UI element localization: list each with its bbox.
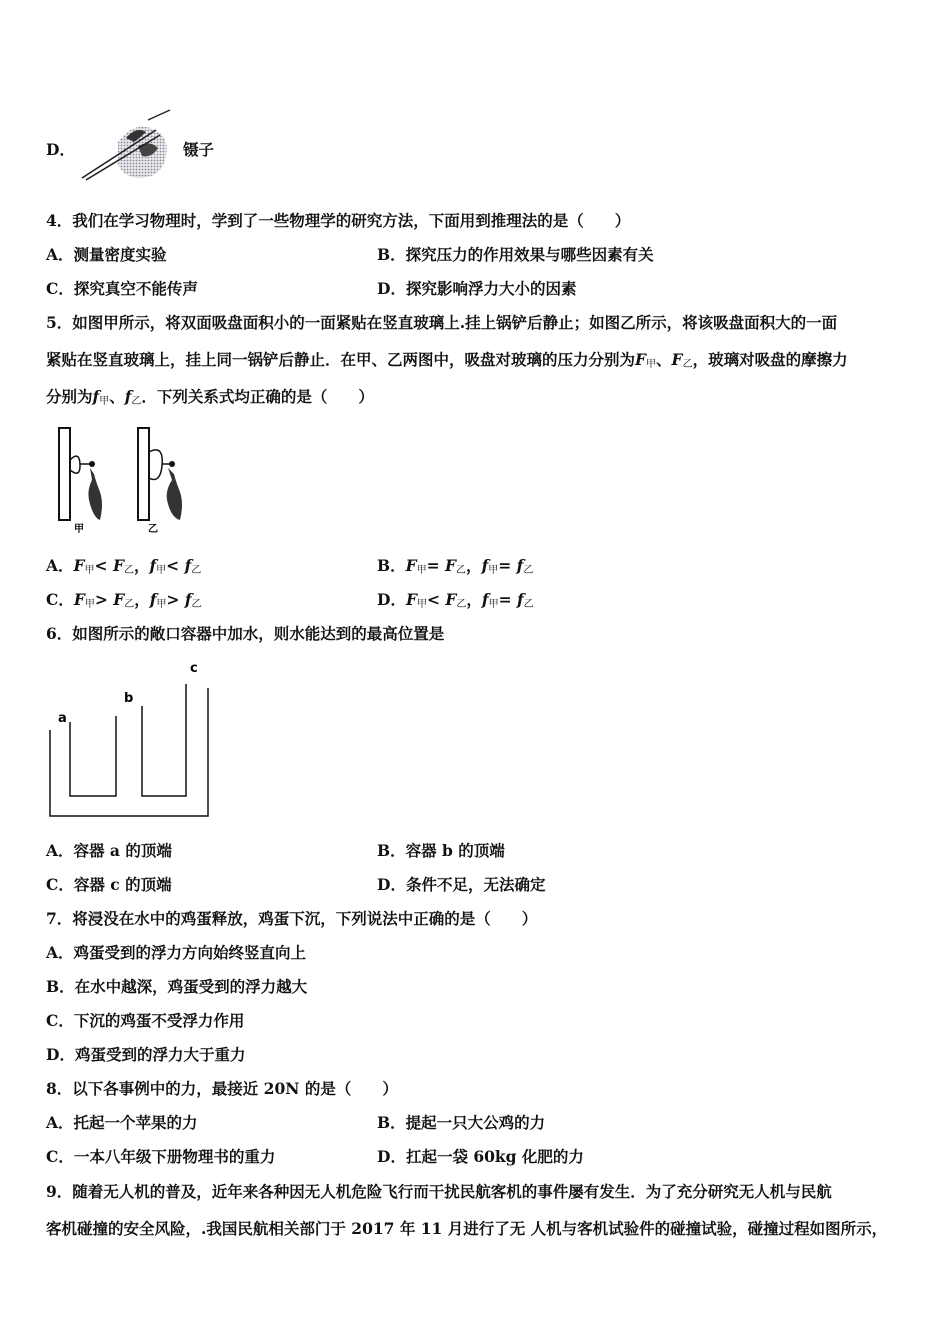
q7-option-c: C．下沉的鸡蛋不受浮力作用 [46, 1011, 245, 1030]
q7-option-b: B．在水中越深，鸡蛋受到的浮力越大 [46, 977, 308, 996]
q5-option-c: C．$F_甲> F_乙$，$f_甲> f_乙$ [46, 590, 202, 610]
q3-option-d-label: D． [46, 140, 75, 159]
q7-stem: 7．将浸没在水中的鸡蛋释放，鸡蛋下沉，下列说法中正确的是（ ） [46, 909, 538, 928]
q5-stem-line2: 紧贴在竖直玻璃上，挂上同一锅铲后静止．在甲、乙两图中，吸盘对玻璃的压力分别为$F_甲$、$F_乙$，玻璃对吸盘的摩擦力 [46, 350, 848, 370]
container-label-a: a [58, 711, 67, 726]
q6-option-b: B．容器 b 的顶端 [377, 841, 505, 860]
container-label-b: b [124, 691, 134, 706]
open-container-figure [44, 658, 224, 823]
q8-option-b: B．提起一只大公鸡的力 [377, 1113, 546, 1132]
q9-line2: 客机碰撞的安全风险，.我国民航相关部门于 2017 年 11 月进行了无 人机与客机试验件的碰撞试验，碰撞过程如图所示， [46, 1219, 888, 1238]
q6-stem: 6．如图所示的敞口容器中加水，则水能达到的最高位置是 [46, 624, 445, 643]
q6-option-a: A．容器 a 的顶端 [46, 841, 172, 860]
q5-option-a: A．$F_甲< F_乙$，$f_甲< f_乙$ [46, 556, 202, 576]
q3-option-d-text: 镊子 [183, 140, 215, 159]
q9-line1: 9．随着无人机的普及，近年来各种因无人机危险飞行而干扰民航客机的事件屡有发生．为了充分研究无人机与民航 [46, 1182, 832, 1201]
q4-option-c: C．探究真空不能传声 [46, 279, 198, 298]
q8-option-d: D．扛起一袋 60kg 化肥的力 [377, 1147, 584, 1166]
q6-option-c: C．容器 c 的顶端 [46, 875, 172, 894]
q7-option-a: A．鸡蛋受到的浮力方向始终竖直向上 [46, 943, 307, 962]
q6-option-d: D．条件不足，无法确定 [377, 875, 546, 894]
q5-stem-line3: 分别为$f_甲$、$f_乙$．下列关系式均正确的是（ ） [46, 387, 374, 407]
q8-stem: 8．以下各事例中的力，最接近 20N 的是（ ） [46, 1079, 398, 1098]
suction-cup-figure [50, 422, 200, 537]
q5-stem-line1: 5．如图甲所示，将双面吸盘面积小的一面紧贴在竖直玻璃上.挂上锅铲后静止；如图乙所示，将该吸盘面积大的一面 [46, 313, 838, 332]
q4-option-d: D．探究影响浮力大小的因素 [377, 279, 577, 298]
figure-label-jia: 甲 [74, 524, 84, 535]
tweezers-image [78, 108, 178, 183]
q4-stem: 4．我们在学习物理时，学到了一些物理学的研究方法，下面用到推理法的是（ ） [46, 211, 631, 230]
q4-option-b: B．探究压力的作用效果与哪些因素有关 [377, 245, 654, 264]
q5-option-b: B．$F_甲= F_乙$，$f_甲= f_乙$ [377, 556, 534, 576]
container-label-c: c [190, 661, 198, 676]
q4-option-a: A．测量密度实验 [46, 245, 167, 264]
q8-option-c: C．一本八年级下册物理书的重力 [46, 1147, 276, 1166]
q7-option-d: D．鸡蛋受到的浮力大于重力 [46, 1045, 246, 1064]
q8-option-a: A．托起一个苹果的力 [46, 1113, 198, 1132]
q5-option-d: D．$F_甲< F_乙$，$f_甲= f_乙$ [377, 590, 534, 610]
figure-label-yi: 乙 [148, 524, 158, 535]
